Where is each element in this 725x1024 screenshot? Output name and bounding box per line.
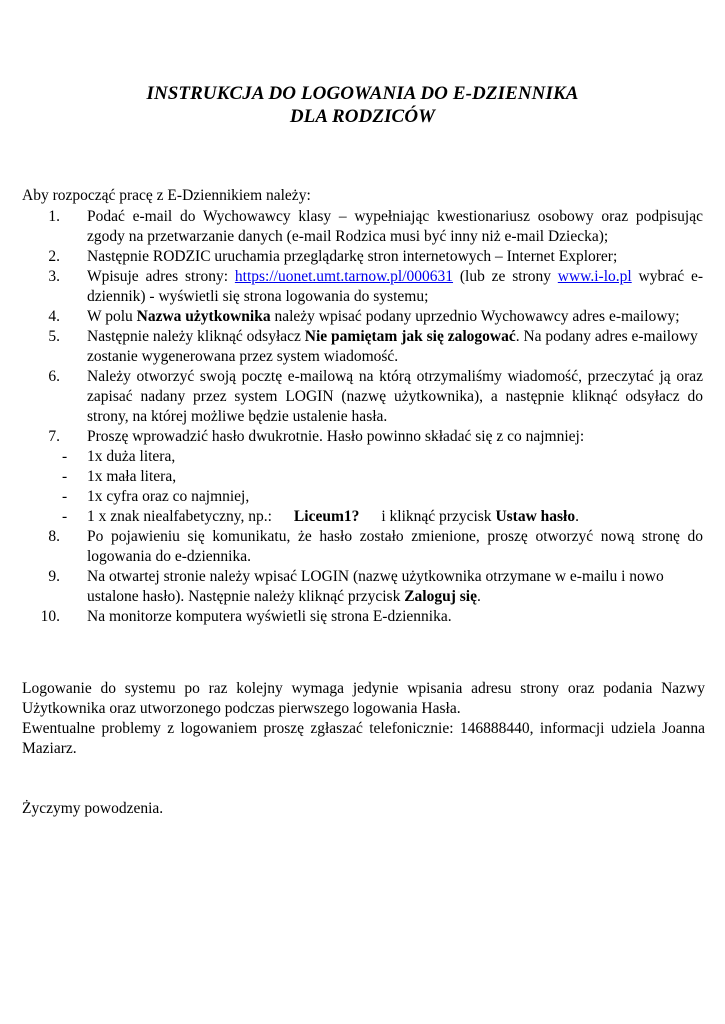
page-title: INSTRUKCJA DO LOGOWANIA DO E-DZIENNIKA bbox=[146, 83, 579, 104]
login-button-label: Zaloguj się bbox=[404, 588, 477, 605]
step-text: Następnie RODZIC uruchamia przeglądarkę stron internetowych – Internet Explorer; bbox=[87, 248, 618, 265]
set-password-label: Ustaw hasło bbox=[495, 508, 576, 525]
step-text: Należy otworzyć swoją pocztę e-mailową na którą otrzymaliśmy wiadomość, przeczytać ją oraz zapisać nadany przez system LOGIN (nazwę użytkownika), a następnie kliknąć odsyłacz do strony, na której możliwe będzie ustalenie hasła. bbox=[87, 368, 703, 425]
list-item: - 1x mała litera, bbox=[62, 468, 177, 485]
step-text: Na monitorze komputera wyświetli się strona E-dziennika. bbox=[87, 608, 452, 625]
list-item: - 1x cyfra oraz co najmniej, bbox=[62, 488, 250, 505]
step-text: Podać e-mail do Wychowawcy klasy – wypełniając kwestionariusz osobowy oraz podpisując zgody na przetwarzanie danych (e-mail Rodzica musi być inny niż e-mail Dziecka); bbox=[87, 208, 703, 245]
list-item: 7. Proszę wprowadzić hasło dwukrotnie. Hasło powinno składać się z co najmniej: bbox=[48, 428, 585, 445]
step-text: Proszę wprowadzić hasło dwukrotnie. Hasło powinno składać się z co najmniej: bbox=[87, 428, 585, 445]
list-item: 4. W polu Nazwa użytkownika należy wpisać podany uprzednio Wychowawcy adres e-mailowy; bbox=[48, 308, 680, 325]
username-field-label: Nazwa użytkownika bbox=[136, 308, 271, 325]
list-item: 5. Następnie należy kliknąć odsyłacz Nie pamiętam jak się zalogować. Na podany adres e-mailowy zostanie wygenerowana przez system wiadomość. bbox=[48, 328, 698, 365]
list-item: 8. Po pojawieniu się komunikatu, że hasło zostało zmienione, proszę otworzyć nową stronę do logowania do e-dziennika. bbox=[48, 528, 703, 565]
paragraph-support: Ewentualne problemy z logowaniem proszę zgłaszać telefonicznie: 146888440, informacji udziela Joanna Maziarz. bbox=[22, 720, 705, 757]
list-item: 9. Na otwartej stronie należy wpisać LOGIN (nazwę użytkownika otrzymane w e-mailu i nowo ustalone hasło). Następnie należy kliknąć przycisk Zaloguj się. bbox=[48, 568, 664, 605]
intro-text: Aby rozpocząć pracę z E-Dziennikiem należy: bbox=[22, 187, 311, 204]
list-item: - 1x duża litera, bbox=[62, 448, 176, 465]
list-item: - 1 x znak niealfabetyczny, np.: Liceum1? i kliknąć przycisk Ustaw hasło. bbox=[62, 508, 579, 525]
school-site-link[interactable]: www.i-lo.pl bbox=[557, 268, 632, 285]
step-text: Po pojawieniu się komunikatu, że hasło zostało zmienione, proszę otworzyć nową stronę do logowania do e-dziennika. bbox=[87, 528, 703, 565]
closing-text: Życzymy powodzenia. bbox=[22, 800, 164, 817]
uonet-link[interactable]: https://uonet.umt.tarnow.pl/000631 bbox=[234, 268, 454, 285]
list-item: 1. Podać e-mail do Wychowawcy klasy – wypełniając kwestionariusz osobowy oraz podpisując zgody na przetwarzanie danych (e-mail Rodzica musi być inny niż e-mail Dziecka); bbox=[48, 208, 703, 245]
list-item: 10. Na monitorze komputera wyświetli się strona E-dziennika. bbox=[40, 608, 452, 625]
page-subtitle: DLA RODZICÓW bbox=[289, 106, 436, 127]
list-item: 3. Wpisuje adres strony: https://uonet.umt.tarnow.pl/000631 (lub ze strony www.i-lo.pl wybrać e-dziennik) - wyświetli się strona logowania do systemu; bbox=[48, 268, 704, 305]
forgot-login-label: Nie pamiętam jak się zalogować bbox=[304, 328, 516, 345]
list-item: 2. Następnie RODZIC uruchamia przeglądarkę stron internetowych – Internet Explorer; bbox=[48, 248, 618, 265]
paragraph-relogin: Logowanie do systemu po raz kolejny wymaga jedynie wpisania adresu strony oraz podania Nazwy Użytkownika oraz utworzonego podczas pierwszego logowania Hasła. bbox=[22, 680, 705, 717]
steps-list bbox=[0, 207, 703, 627]
list-item: 6. Należy otworzyć swoją pocztę e-mailową na którą otrzymaliśmy wiadomość, przeczytać ją oraz zapisać nadany przez system LOGIN (nazwę użytkownika), a następnie kliknąć odsyłacz do strony, na której możliwe będzie ustalenie hasła. bbox=[48, 368, 703, 425]
example-password: Liceum1? bbox=[293, 508, 360, 525]
